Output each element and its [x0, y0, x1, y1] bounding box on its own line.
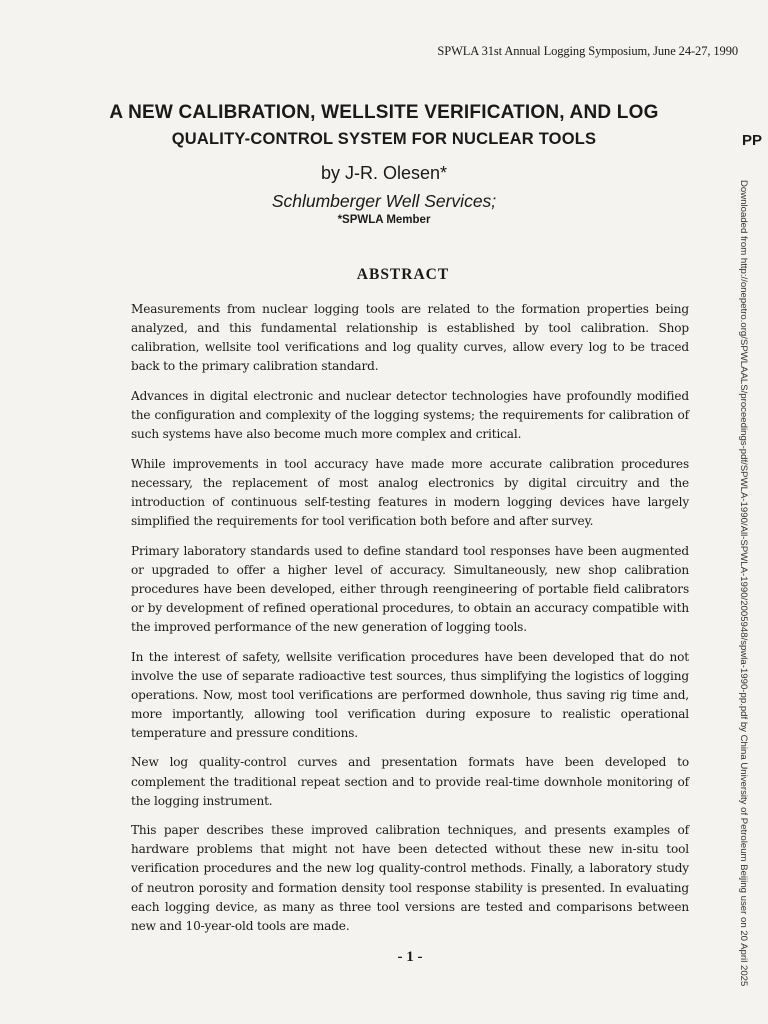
abstract-body — [131, 300, 689, 946]
title-line-2: QUALITY-CONTROL SYSTEM FOR NUCLEAR TOOLS — [171, 130, 597, 148]
abstract-paragraph: This paper describes these improved calibration techniques, and presents examples of hardware problems that might not have been detected without these new in-situ tool verification procedures and the new log quality-control methods. Finally, a laboratory study of neutron porosity and formation density tool response stability is presented. In evaluating each logging device, as many as three tool versions are tested and comparisons between new and 10-year-old tools are made. — [131, 823, 689, 933]
download-note — [733, 180, 753, 1020]
page-number: - 1 - — [397, 949, 423, 965]
abstract-heading: ABSTRACT — [356, 266, 450, 283]
running-head: SPWLA 31st Annual Logging Symposium, June 24-27, 1990 — [437, 44, 738, 58]
author-note: *SPWLA Member — [337, 214, 431, 226]
title-line-1: A NEW CALIBRATION, WELLSITE VERIFICATION, AND LOG — [109, 102, 659, 123]
abstract-paragraph: In the interest of safety, wellsite verification procedures have been developed that do not involve the use of separate radioactive test sources, thus simplifying the logistics of logging operations. Now, most tool verifications are performed downhole, thus saving rig time and, more importantly, allowing tool verification during exposure to realistic operational temperature and pressure conditions. — [131, 649, 689, 740]
paper-code: PP — [741, 132, 762, 149]
download-note-text: Downloaded from http://onepetro.org/SPWLAALS/proceedings-pdf/SPWLA-1990/All-SPWLA-1990/2005948/spwla-1990-pp.pdf by China University of Petroleum Beijing user on 20 April 2025 — [738, 180, 749, 987]
abstract-paragraph: Primary laboratory standards used to define standard tool responses have been augmented or upgraded to offer a higher level of accuracy. Simultaneously, new shop calibration procedures have been developed, either through reengineering of portable field calibrators or by development of refined operational procedures, to obtain an accuracy compatible with the improved performance of the new generation of logging tools. — [131, 543, 689, 634]
abstract-paragraph: Measurements from nuclear logging tools are related to the formation properties being analyzed, and this fundamental relationship is established by tool calibration. Shop calibration, wellsite tool verifications and log quality curves, allow every log to be traced back to the primary calibration standard. — [131, 302, 689, 374]
abstract-paragraph: While improvements in tool accuracy have made more accurate calibration procedures necessary, the replacement of most analog electronics by digital circuitry and the introduction of continuous self-testing features in modern logging devices have largely simplified the requirements for tool verification both before and after survey. — [131, 456, 689, 528]
author-byline: by J-R. Olesen* — [320, 163, 448, 183]
author-affiliation: Schlumberger Well Services; — [271, 191, 497, 211]
abstract-paragraph: Advances in digital electronic and nuclear detector technologies have profoundly modified the configuration and complexity of the logging systems; the requirements for calibration of such systems have also become much more complex and critical. — [131, 388, 689, 442]
abstract-paragraph: New log quality-control curves and presentation formats have been developed to complement the traditional repeat section and to provide real-time downhole monitoring of the logging instrument. — [131, 755, 689, 808]
